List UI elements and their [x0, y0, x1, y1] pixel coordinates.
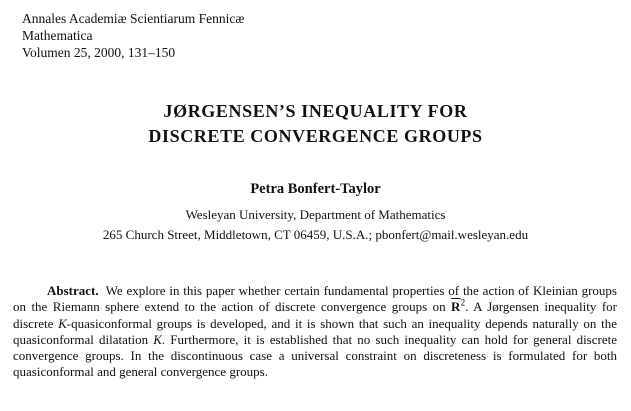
- paper-title-line-1: JØRGENSEN’S INEQUALITY FOR: [163, 101, 468, 121]
- author-name: Petra Bonfert-Taylor: [250, 181, 381, 197]
- journal-series: Mathematica: [22, 28, 93, 43]
- journal-volume: Volumen 25, 2000, 131–150: [22, 45, 176, 60]
- affiliation-institution: Wesleyan University, Department of Mathematics: [185, 207, 446, 222]
- abstract-label: Abstract.: [47, 283, 99, 298]
- abstract-paragraph: [13, 283, 617, 381]
- journal-name: Annales Academiæ Scientiarum Fennicæ: [22, 11, 245, 26]
- journal-header: [22, 10, 244, 61]
- affiliation-address-email: 265 Church Street, Middletown, CT 06459, U.S.A.; pbonfert@mail.wesleyan.edu: [102, 227, 529, 242]
- paper-title: [0, 99, 631, 149]
- paper-title-line-2: DISCRETE CONVERGENCE GROUPS: [148, 126, 483, 146]
- abstract-text: We explore in this paper whether certain fundamental properties of the action of Kleinian groups on the Riemann sphere extend to the action of discrete convergence groups on $\overline{R}^2$. A Jørgensen inequality for discrete K-quasiconformal groups is developed, and it is shown that such an inequality depends naturally on the quasiconformal dilatation K. Furthermore, it is established that no such inequality can hold for general discrete convergence groups. In the discontinuous case a universal constraint on discreteness is formulated for both quasiconformal and general convergence groups.: [13, 283, 617, 380]
- affiliation: [0, 205, 631, 245]
